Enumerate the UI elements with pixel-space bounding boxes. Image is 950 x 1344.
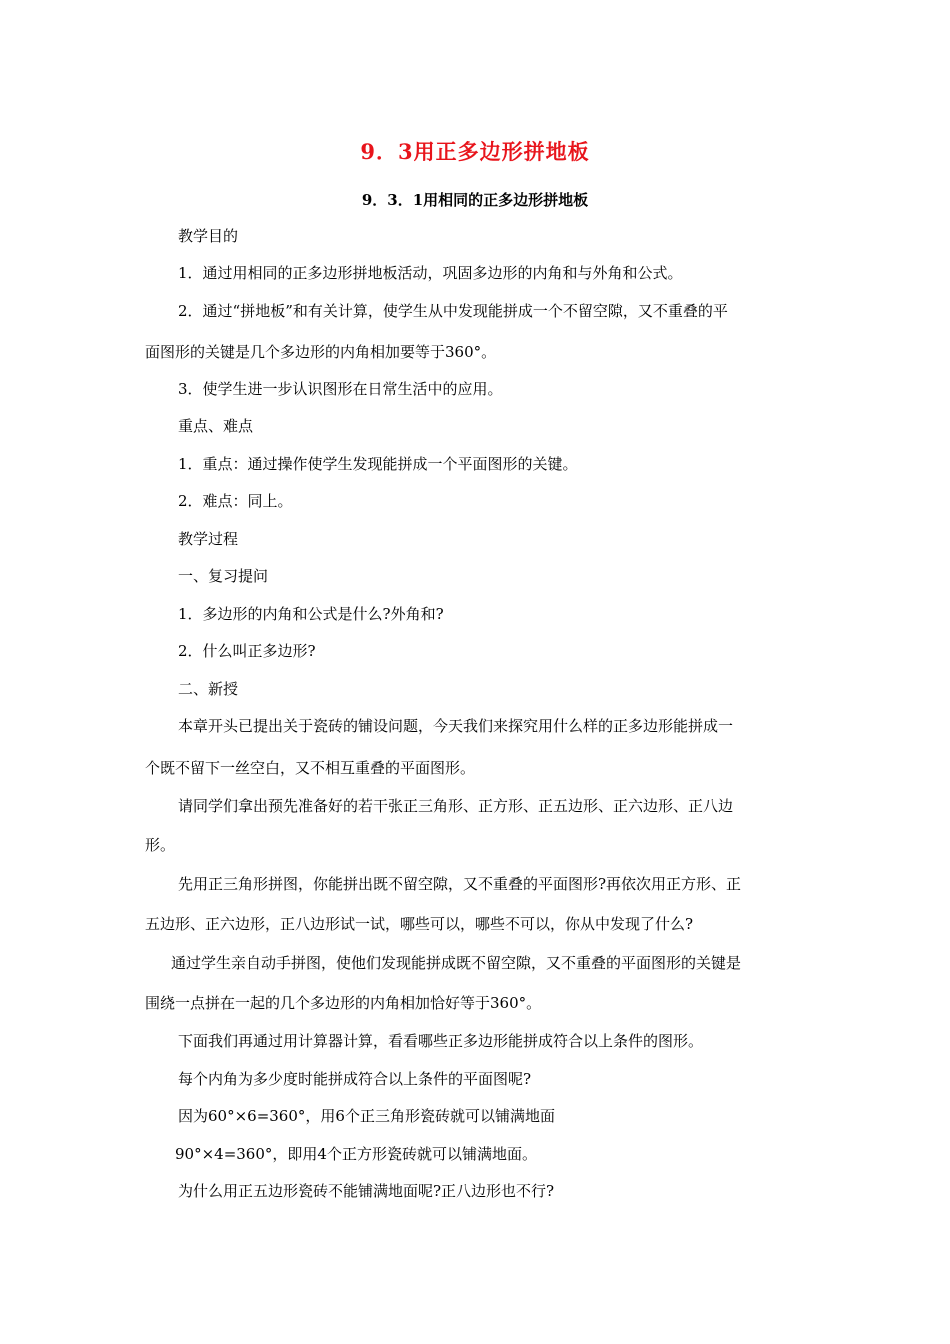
- heading-teaching-goals: 教学目的: [178, 227, 239, 245]
- paragraph-line: 1．通过用相同的正多边形拼地板活动，巩固多边形的内角和与外角和公式。: [178, 264, 683, 282]
- paragraph-line: 1．多边形的内角和公式是什么?外角和?: [178, 605, 444, 623]
- heading-new-lesson: 二、新授: [178, 680, 239, 698]
- paragraph-line: 1．重点：通过操作使学生发现能拼成一个平面图形的关键。: [178, 455, 578, 473]
- paragraph-line: 3．使学生进一步认识图形在日常生活中的应用。: [178, 380, 503, 398]
- paragraph-line: 先用正三角形拼图，你能拼出既不留空隙，又不重叠的平面图形?再依次用正方形、正: [178, 875, 742, 893]
- paragraph-line: 围绕一点拼在一起的几个多边形的内角相加恰好等于360°。: [145, 994, 542, 1012]
- paragraph-line: 因为60°×6=360°，用6个正三角形瓷砖就可以铺满地面: [178, 1107, 555, 1125]
- paragraph-line: 面图形的关键是几个多边形的内角相加要等于360°。: [145, 343, 497, 361]
- paragraph-line: 本章开头已提出关于瓷砖的铺设问题，今天我们来探究用什么样的正多边形能拼成一: [178, 717, 734, 735]
- paragraph-line: 请同学们拿出预先准备好的若干张正三角形、正方形、正五边形、正六边形、正八边: [178, 797, 734, 815]
- heading-review: 一、复习提问: [178, 567, 269, 585]
- paragraph-line: 通过学生亲自动手拼图，使他们发现能拼成既不留空隙，又不重叠的平面图形的关键是: [171, 954, 742, 972]
- paragraph-line: 五边形、正六边形，正八边形试一试，哪些可以，哪些不可以，你从中发现了什么?: [145, 915, 694, 933]
- paragraph-line: 个既不留下一丝空白，又不相互重叠的平面图形。: [145, 759, 476, 777]
- paragraph-line: 2．什么叫正多边形?: [178, 642, 316, 660]
- document-title: 9．3用正多边形拼地板: [360, 139, 590, 164]
- paragraph-line: 90°×4=360°，即用4个正方形瓷砖就可以铺满地面。: [175, 1145, 537, 1163]
- heading-teaching-process: 教学过程: [178, 530, 239, 548]
- paragraph-line: 下面我们再通过用计算器计算，看看哪些正多边形能拼成符合以上条件的图形。: [178, 1032, 704, 1050]
- paragraph-line: 2．通过“拼地板”和有关计算，使学生从中发现能拼成一个不留空隙，又不重叠的平: [178, 302, 728, 320]
- paragraph-line: 形。: [145, 836, 176, 854]
- paragraph-line: 为什么用正五边形瓷砖不能铺满地面呢?正八边形也不行?: [178, 1182, 555, 1200]
- heading-key-points: 重点、难点: [178, 417, 254, 435]
- paragraph-line: 2．难点：同上。: [178, 492, 293, 510]
- section-subtitle: 9．3．1用相同的正多边形拼地板: [361, 191, 589, 209]
- paragraph-line: 每个内角为多少度时能拼成符合以上条件的平面图呢?: [178, 1070, 532, 1088]
